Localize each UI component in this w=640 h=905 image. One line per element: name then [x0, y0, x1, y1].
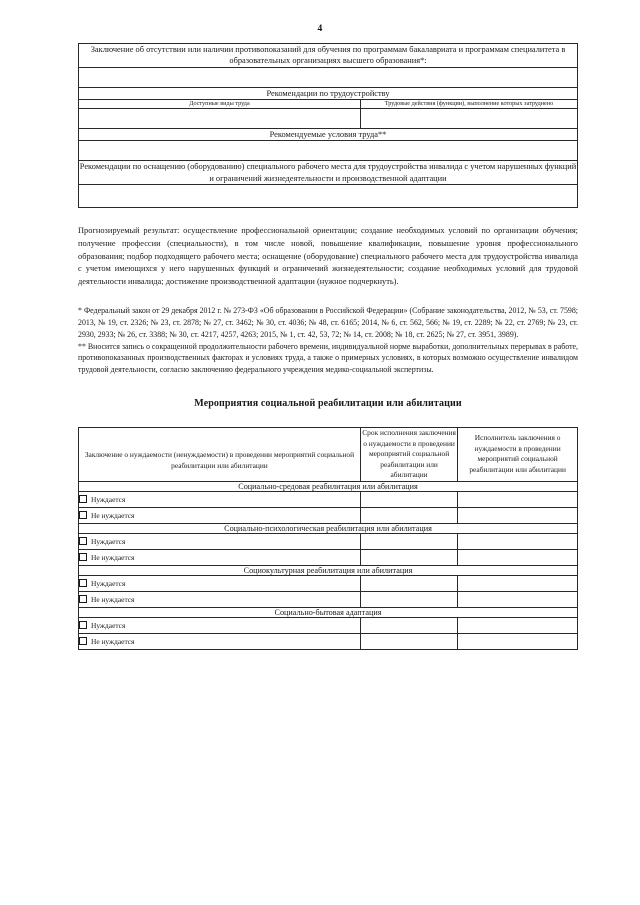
table-row	[79, 591, 578, 607]
option-label: Нуждается	[91, 620, 126, 630]
column-header-available-work: Доступные виды труда	[79, 100, 361, 109]
table-row-blank	[79, 67, 578, 87]
band-label-socio-household: Социально-бытовая адаптация	[79, 607, 578, 617]
recommended-conditions-header: Рекомендуемые условия труда**	[79, 129, 578, 141]
checkbox-icon[interactable]	[79, 579, 87, 587]
employment-recommendations-table	[78, 43, 578, 208]
section-title: Мероприятия социальной реабилитации или абилитации	[194, 398, 462, 410]
social-rehabilitation-table	[78, 427, 578, 650]
table-row-blank	[79, 109, 578, 129]
option-label: Не нуждается	[91, 552, 135, 562]
table-row	[79, 44, 578, 68]
column-header-deadline: Срок исполнения заключения о нуждаемости в проведении мероприятий социальной реабилитации или абилитации	[360, 428, 457, 482]
option-row-not-needed[interactable]	[79, 633, 361, 649]
executor-input-cell[interactable]	[458, 533, 578, 549]
option-label: Не нуждается	[91, 510, 135, 520]
checkbox-icon[interactable]	[79, 553, 87, 561]
deadline-input-cell[interactable]	[360, 533, 457, 549]
deadline-input-cell[interactable]	[360, 633, 457, 649]
option-label: Не нуждается	[91, 594, 135, 604]
table-row	[79, 491, 578, 507]
option-row-needed[interactable]	[79, 491, 361, 507]
table-row	[79, 129, 578, 141]
option-label: Не нуждается	[91, 636, 135, 646]
column-header-executor: Исполнитель заключения о нуждаемости в проведении мероприятий социальной реабилитации или абилитации	[458, 428, 578, 482]
executor-input-cell[interactable]	[458, 507, 578, 523]
checkbox-icon[interactable]	[79, 495, 87, 503]
workplace-equipment-input-cell[interactable]	[79, 185, 578, 208]
table-row	[79, 533, 578, 549]
band-label-socio-environmental: Социально-средовая реабилитация или абилитация	[79, 481, 578, 491]
table-band-row	[79, 523, 578, 533]
executor-input-cell[interactable]	[458, 491, 578, 507]
table-row	[79, 87, 578, 99]
table-row	[79, 617, 578, 633]
footnotes-block	[78, 305, 578, 376]
employment-recommendations-header: Рекомендации по трудоустройству	[79, 87, 578, 99]
table-band-row	[79, 565, 578, 575]
option-label: Нуждается	[91, 494, 126, 504]
deadline-input-cell[interactable]	[360, 491, 457, 507]
deadline-input-cell[interactable]	[360, 575, 457, 591]
band-label-sociocultural: Социокультурная реабилитация или абилитация	[79, 565, 578, 575]
table-row	[79, 161, 578, 185]
table-row	[79, 507, 578, 523]
deadline-input-cell[interactable]	[360, 507, 457, 523]
checkbox-icon[interactable]	[79, 637, 87, 645]
deadline-input-cell[interactable]	[360, 591, 457, 607]
page-content	[0, 43, 640, 650]
table-row-blank	[79, 141, 578, 161]
column-header-difficult-functions: Трудовые действия (функции), выполнение которых затруднено	[360, 100, 577, 109]
footnote-double-asterisk: ** Вносится запись о сокращенной продолжительности рабочего времени, индивидуальной норме выработки, дополнительных перерывах в работе, противопоказанных производственных факторах и условиях труда, а также о примерных условиях, в которых возможно осуществление инвалидом трудовой деятельности, согласно заключению федерального учреждения медико-социальной экспертизы.	[78, 341, 578, 375]
option-row-needed[interactable]	[79, 617, 361, 633]
option-row-not-needed[interactable]	[79, 591, 361, 607]
option-label: Нуждается	[91, 536, 126, 546]
checkbox-icon[interactable]	[79, 511, 87, 519]
forecast-paragraph: Прогнозируемый результат: осуществление профессиональной ориентации; создание необходимых условий по организации обучения; получение профессии (специальности), в том числе новой, повышение квалификации, повышение уровня профессионального образования; подбор подходящего рабочего места; оснащение (оборудование) специального рабочего места для трудоустройства инвалида с учетом имеющихся у него нарушенных функций и ограничений жизнедеятельности; создание необходимых условий для трудовой деятельности инвалида; достижение производственной адаптации (нужное подчеркнуть).	[78, 226, 578, 287]
executor-input-cell[interactable]	[458, 549, 578, 565]
executor-input-cell[interactable]	[458, 591, 578, 607]
difficult-functions-input-cell[interactable]	[360, 109, 577, 129]
table-row	[79, 633, 578, 649]
option-row-not-needed[interactable]	[79, 549, 361, 565]
option-row-not-needed[interactable]	[79, 507, 361, 523]
available-work-input-cell[interactable]	[79, 109, 361, 129]
checkbox-icon[interactable]	[79, 621, 87, 629]
forecast-paragraph-block	[78, 225, 578, 289]
table-band-row	[79, 481, 578, 491]
checkbox-icon[interactable]	[79, 595, 87, 603]
education-conclusion-header: Заключение об отсутствии или наличии противопоказаний для обучения по программам бакалавриата и программам специалитета в образовательных организациях высшего образования*:	[79, 44, 578, 68]
recommended-conditions-input-cell[interactable]	[79, 141, 578, 161]
band-label-socio-psychological: Социально-психологическая реабилитация или абилитация	[79, 523, 578, 533]
deadline-input-cell[interactable]	[360, 549, 457, 565]
executor-input-cell[interactable]	[458, 633, 578, 649]
executor-input-cell[interactable]	[458, 575, 578, 591]
table-row-blank	[79, 185, 578, 208]
checkbox-icon[interactable]	[79, 537, 87, 545]
executor-input-cell[interactable]	[458, 617, 578, 633]
column-header-conclusion: Заключение о нуждаемости (ненуждаемости) в проведении мероприятий социальной реабилитации или абилитации	[79, 428, 361, 482]
deadline-input-cell[interactable]	[360, 617, 457, 633]
table-header-row	[79, 428, 578, 482]
table-row	[79, 100, 578, 109]
table-row	[79, 575, 578, 591]
education-conclusion-input-cell[interactable]	[79, 67, 578, 87]
option-row-needed[interactable]	[79, 575, 361, 591]
workplace-equipment-header: Рекомендации по оснащению (оборудованию) специального рабочего места для трудоустройства инвалида с учетом нарушенных функций и ограничений жизнедеятельности и производственной адаптации	[79, 162, 577, 183]
option-label: Нуждается	[91, 578, 126, 588]
footnote-single-asterisk: * Федеральный закон от 29 декабря 2012 г. № 273-ФЗ «Об образовании в Российской Федерации» (Собрание законодательства, 2012, № 53, ст. 7598; 2013, № 19, ст. 2326; № 23, ст. 2878; № 27, ст. 3462; № 30, ст. 4036; № 48, ст. 6165; 2014, № 6, ст. 562, 566; № 19, ст. 2289; № 22, ст. 2769; № 23, ст. 2930, 2933; № 26, ст. 3388; № 30, ст. 4217, 4257, 4263; 2015, № 1, ст. 42, 53, 72; № 14, ст. 2008; № 18, ст. 2625; № 27, ст. 3951, 3989).	[78, 305, 578, 339]
table-band-row	[79, 607, 578, 617]
table-row	[79, 549, 578, 565]
option-row-needed[interactable]	[79, 533, 361, 549]
page-number: 4	[317, 24, 323, 34]
